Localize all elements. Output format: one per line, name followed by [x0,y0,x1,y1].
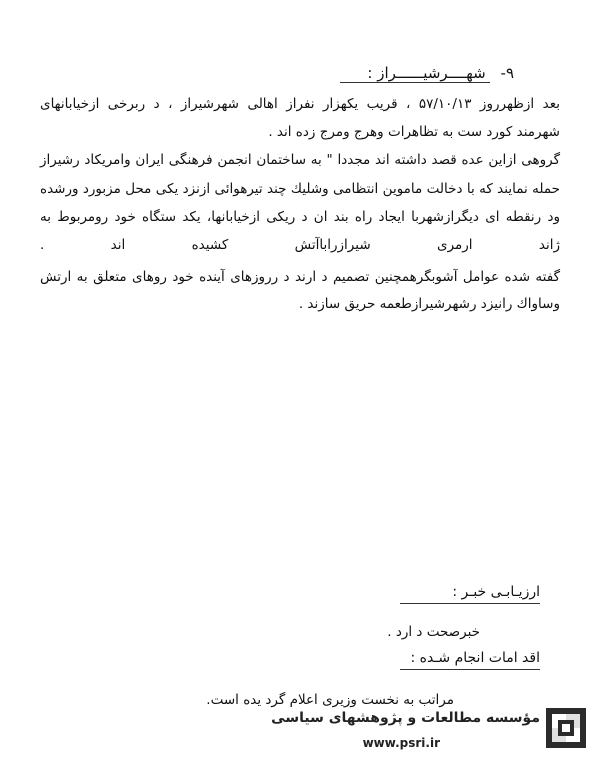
body-line-7: گفته شده عوامل آشوبگرهمچنين تصميم د ارند د رروزهای آينده خود روهای متعلق به ارتش [40,269,560,285]
body-line-4: حمله نمايند كه با دخالت ماموين انتظامی وشليك چند تيرهوائی ازنزد يكی محل مزبورد ورشده [40,181,560,197]
body-line-2: شهرمند كورد ست به تظاهرات وهرج ومرج زده اند . [268,124,560,140]
section-title: شهــــرشيــــــراز : [367,64,486,82]
body-line-5: ود رنقطه ای ديگرازشهربا ايجاد راه بند ان د ريكی ازخيابانها، يكد ستگاه خود رومربوط به [40,209,560,225]
body-line-1: بعد ازظهرروز ۵۷/۱۰/۱۳ ، قريب يكهزار نفراز اهالی شهرشيراز ، د ربرخی ازخيابانهای [40,96,561,112]
assessment-label: ارزيـابـی خبـر : [452,584,540,600]
org-url: www.psri.ir [362,736,440,750]
heading-underline [340,82,490,83]
actions-label: اقد امات انجام شـده : [410,650,540,666]
actions-underline [400,669,540,670]
watermark-footer [270,704,590,760]
body-line-8: وساواك رانيزد رشهرشيرازطعمه حريق سازند . [298,296,560,312]
actions-text: مراتب به نخست وزيری اعلام گرد يده است. [206,692,454,708]
org-name: مؤسسه مطالعات و پژوهشهای سیاسی [271,710,540,726]
assessment-text: خبرصحت د ارد . [387,624,480,640]
assessment-underline [400,603,540,604]
body-line-6: ژاند ارمری شيرازراباآتش كشيده اند . [40,237,560,253]
section-number: ۹- [500,64,514,82]
psri-logo-icon [546,708,586,748]
body-line-3: گروهی ازاين عده قصد داشته اند مجددا " به ساختمان انجمن فرهنگی ايران وامريكاد رشيراز [40,152,560,168]
section-heading [367,64,514,82]
